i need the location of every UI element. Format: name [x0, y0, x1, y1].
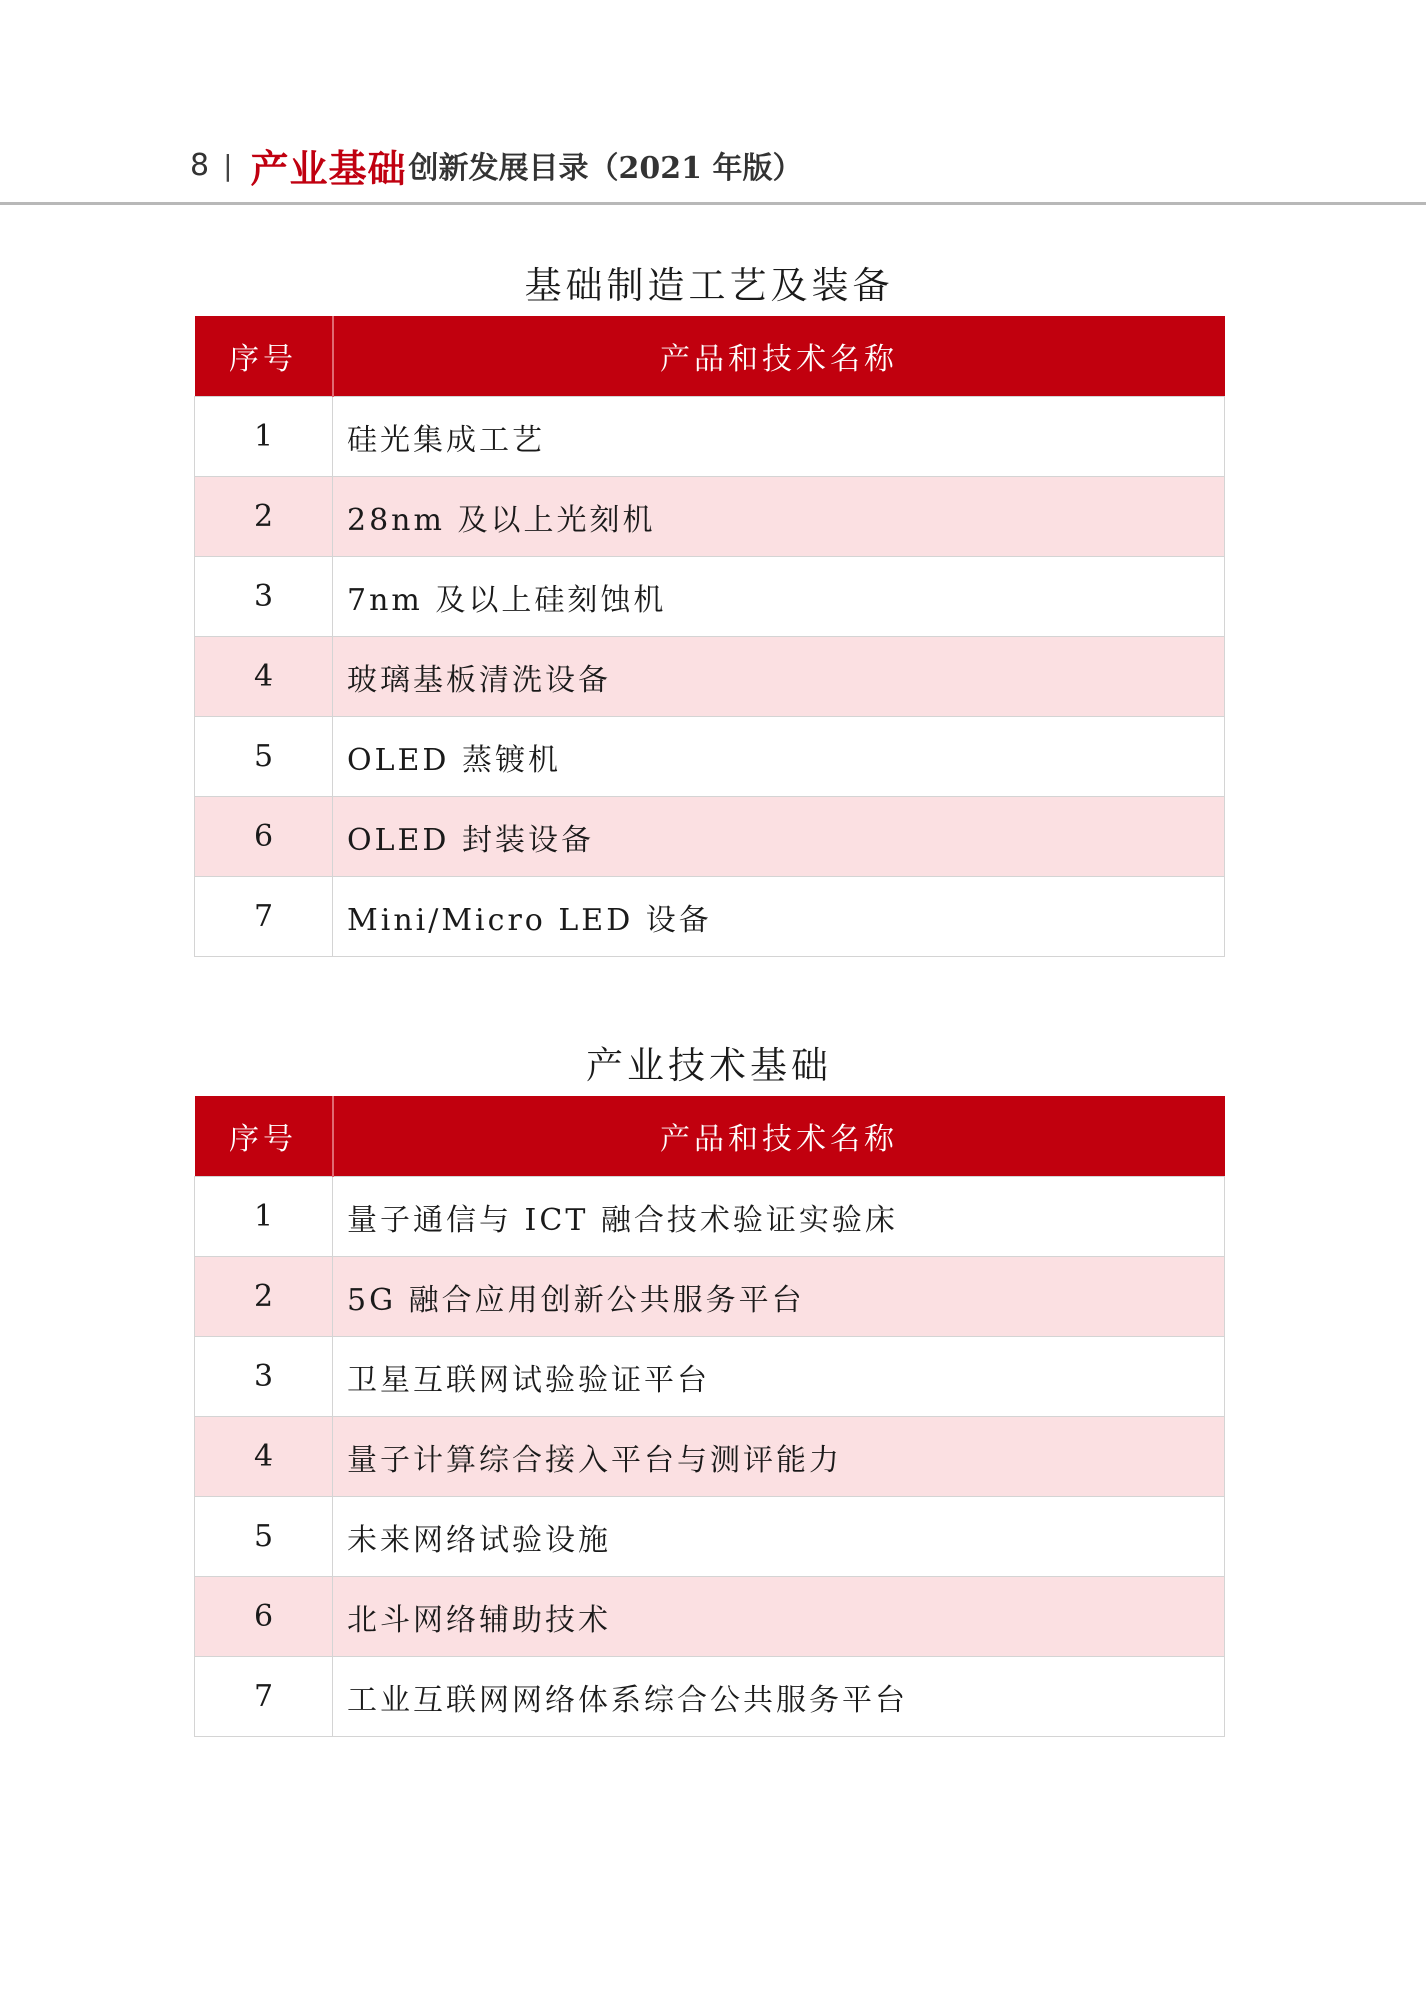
table-row — [195, 397, 1225, 477]
row-name: 卫星互联网试验验证平台 — [333, 1337, 1225, 1417]
row-number: 2 — [195, 1257, 333, 1337]
catalog-table — [194, 1096, 1225, 1737]
table-row — [195, 1177, 1225, 1257]
row-name: 7nm 及以上硅刻蚀机 — [333, 557, 1225, 637]
table-row — [195, 1657, 1225, 1737]
row-name: 未来网络试验设施 — [333, 1497, 1225, 1577]
row-number: 4 — [195, 1417, 333, 1497]
header-doc-title: 创新发展目录（2021 年版） — [408, 151, 803, 186]
header-separator: | — [223, 148, 233, 182]
row-name: 28nm 及以上光刻机 — [333, 477, 1225, 557]
row-number: 5 — [195, 1497, 333, 1577]
table-row — [195, 557, 1225, 637]
table-row — [195, 477, 1225, 557]
table-row — [195, 717, 1225, 797]
section-title: 基础制造工艺及装备 — [524, 264, 894, 307]
table-row — [195, 1497, 1225, 1577]
column-header-name: 产品和技术名称 — [333, 1096, 1225, 1177]
row-number: 3 — [195, 1337, 333, 1417]
row-name: 量子通信与 ICT 融合技术验证实验床 — [333, 1177, 1225, 1257]
section-technology — [194, 1036, 1224, 1737]
row-number: 2 — [195, 477, 333, 557]
table-row — [195, 1577, 1225, 1657]
row-name: 工业互联网网络体系综合公共服务平台 — [333, 1657, 1225, 1737]
row-name: OLED 蒸镀机 — [333, 717, 1225, 797]
row-name: 5G 融合应用创新公共服务平台 — [333, 1257, 1225, 1337]
row-name: 硅光集成工艺 — [333, 397, 1225, 477]
column-header-number: 序号 — [195, 316, 333, 397]
table-row — [195, 1417, 1225, 1497]
section-manufacturing — [194, 256, 1224, 957]
table-header-row — [195, 1096, 1225, 1177]
row-name: Mini/Micro LED 设备 — [333, 877, 1225, 957]
table-row — [195, 1337, 1225, 1417]
row-number: 7 — [195, 1657, 333, 1737]
column-header-name: 产品和技术名称 — [333, 316, 1225, 397]
row-number: 6 — [195, 1577, 333, 1657]
row-number: 6 — [195, 797, 333, 877]
table-row — [195, 1257, 1225, 1337]
table-row — [195, 637, 1225, 717]
row-name: 玻璃基板清洗设备 — [333, 637, 1225, 717]
row-name: OLED 封装设备 — [333, 797, 1225, 877]
row-number: 3 — [195, 557, 333, 637]
table-header-row — [195, 316, 1225, 397]
page-number: 8 — [190, 147, 210, 183]
row-number: 1 — [195, 397, 333, 477]
row-number: 1 — [195, 1177, 333, 1257]
header-brand: 产业基础 — [250, 146, 407, 191]
row-name: 量子计算综合接入平台与测评能力 — [333, 1417, 1225, 1497]
row-number: 7 — [195, 877, 333, 957]
catalog-table — [194, 316, 1225, 957]
table-row — [195, 797, 1225, 877]
row-number: 4 — [195, 637, 333, 717]
table-row — [195, 877, 1225, 957]
header-divider — [0, 202, 1426, 205]
row-number: 5 — [195, 717, 333, 797]
section-title: 产业技术基础 — [586, 1044, 832, 1087]
page-header — [190, 140, 803, 190]
column-header-number: 序号 — [195, 1096, 333, 1177]
row-name: 北斗网络辅助技术 — [333, 1577, 1225, 1657]
